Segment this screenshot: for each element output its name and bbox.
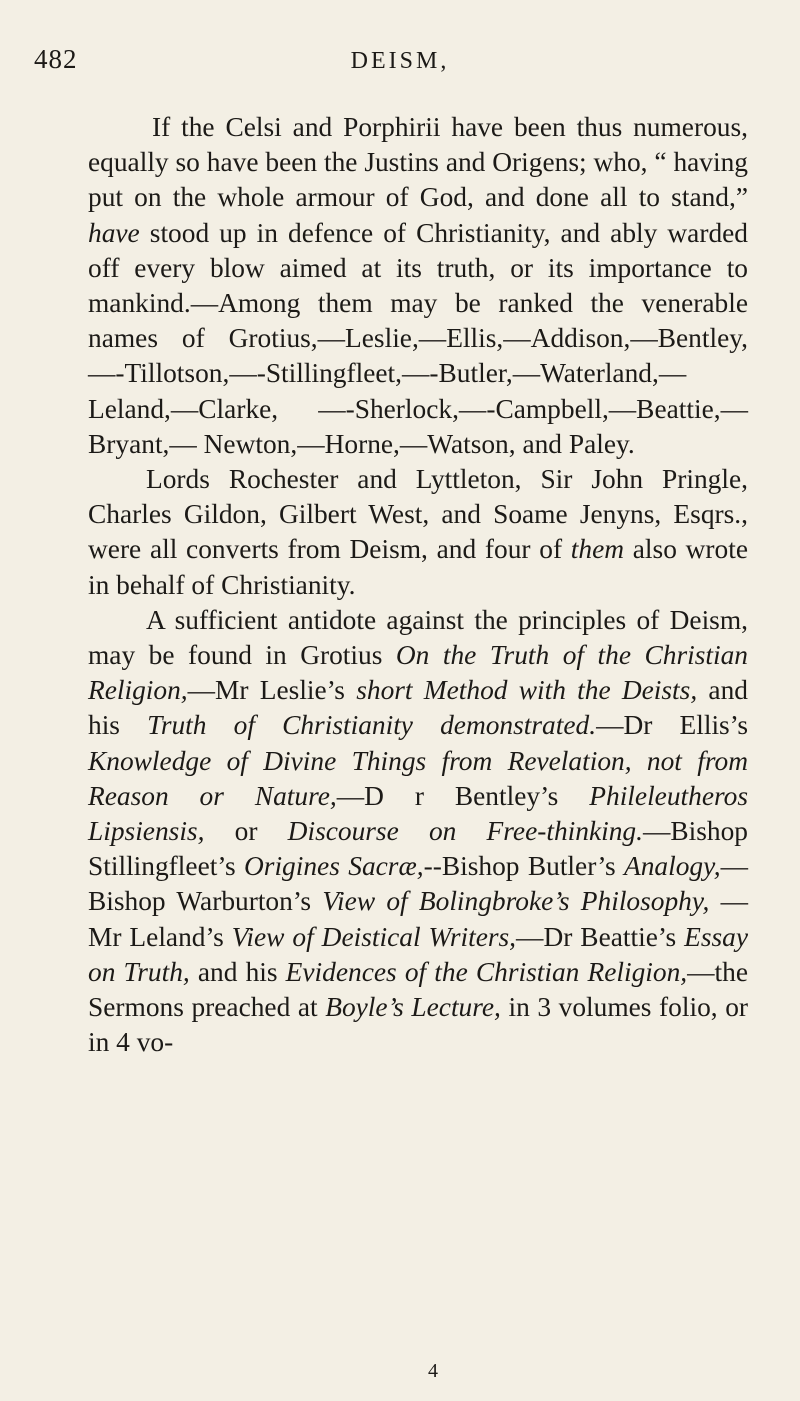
text-run: in 3 volumes folio, or in 4 vo- — [88, 992, 749, 1058]
text-run: —the Sermons preached at — [88, 956, 748, 1023]
body-text — [88, 110, 748, 1060]
italic-title: Discourse on Free-thinking. — [287, 816, 643, 847]
italic-title: Evidences of the Christian Religion, — [285, 956, 688, 987]
italic-title: Essay on Truth, — [88, 921, 749, 987]
italic-title: On the Truth of the Christian Religion, — [88, 640, 748, 706]
text-run: also wrote in behalf of Christianity. — [88, 534, 748, 600]
italic-title: Truth of Christianity demonstrated. — [147, 710, 597, 741]
text-run: —Mr Leland’s — [88, 886, 748, 952]
running-head: DEISM, — [350, 48, 450, 74]
text-run: and his — [189, 956, 286, 987]
italic-title: have — [88, 217, 140, 248]
italic-title: Knowledge of Divine Things from Revelation, not from Reason or Nature, — [88, 745, 748, 811]
text-run: If the Celsi and Porphirii have been thus numerous, equally so have been the Justins and Origens; who, “ having put on the whole armour of God, and done all to stand,” — [88, 112, 748, 213]
text-run: —Bishop Stillingfleet’s — [88, 816, 748, 882]
paragraph-2 — [88, 462, 748, 603]
text-run: stood up in defence of Christianity, and ably warded off every blow aimed at its truth, or its importance to mankind.—Among them may be ranked the venerable names of Grotius,—Leslie,—Ellis,—Addison,—Bentley,—-Tillotson,—-Stillingfleet,—-Butler,—Waterland,—Leland,—Clarke, —-Sherlock,—-Campbell,—Beattie,—Bryant,— Newton,—Horne,—Watson, and Paley. — [88, 217, 748, 459]
text-run: and his — [88, 675, 748, 741]
text-run: --Bishop Butler’s — [423, 851, 624, 882]
italic-title: short Method with the Deists, — [356, 675, 698, 706]
text-run: Lords Rochester and Lyttleton, Sir John Pringle, Charles Gildon, Gilbert West, and Soame Jenyns, Esqrs., were all converts from Deism, and four of — [88, 464, 748, 565]
paragraph-1 — [88, 110, 748, 462]
text-run: —Dr Ellis’s — [596, 710, 748, 741]
text-run: —Bishop Warburton’s — [88, 851, 749, 917]
italic-title: them — [570, 534, 625, 565]
italic-title: Analogy, — [624, 851, 721, 882]
text-run: —D r Bentley’s — [336, 780, 590, 811]
text-run: —Dr Beattie’s — [516, 921, 685, 952]
italic-title: Origines Sacræ, — [244, 851, 424, 882]
page-number: 482 — [34, 44, 78, 74]
text-run: A sufficient antidote against the principles of Deism, may be found in Grotius — [88, 604, 748, 671]
italic-title: Boyle’s Lecture, — [325, 992, 501, 1023]
signature-mark: 4 — [428, 1360, 438, 1382]
italic-title: View of Bolingbroke’s Philosophy, — [322, 886, 710, 917]
italic-title: Phileleutheros Lipsiensis, — [88, 780, 748, 847]
text-run: or — [204, 816, 288, 847]
text-run: —Mr Leslie’s — [187, 675, 357, 706]
paragraph-3 — [88, 603, 748, 1061]
italic-title: View of Deistical Writers, — [231, 921, 517, 952]
